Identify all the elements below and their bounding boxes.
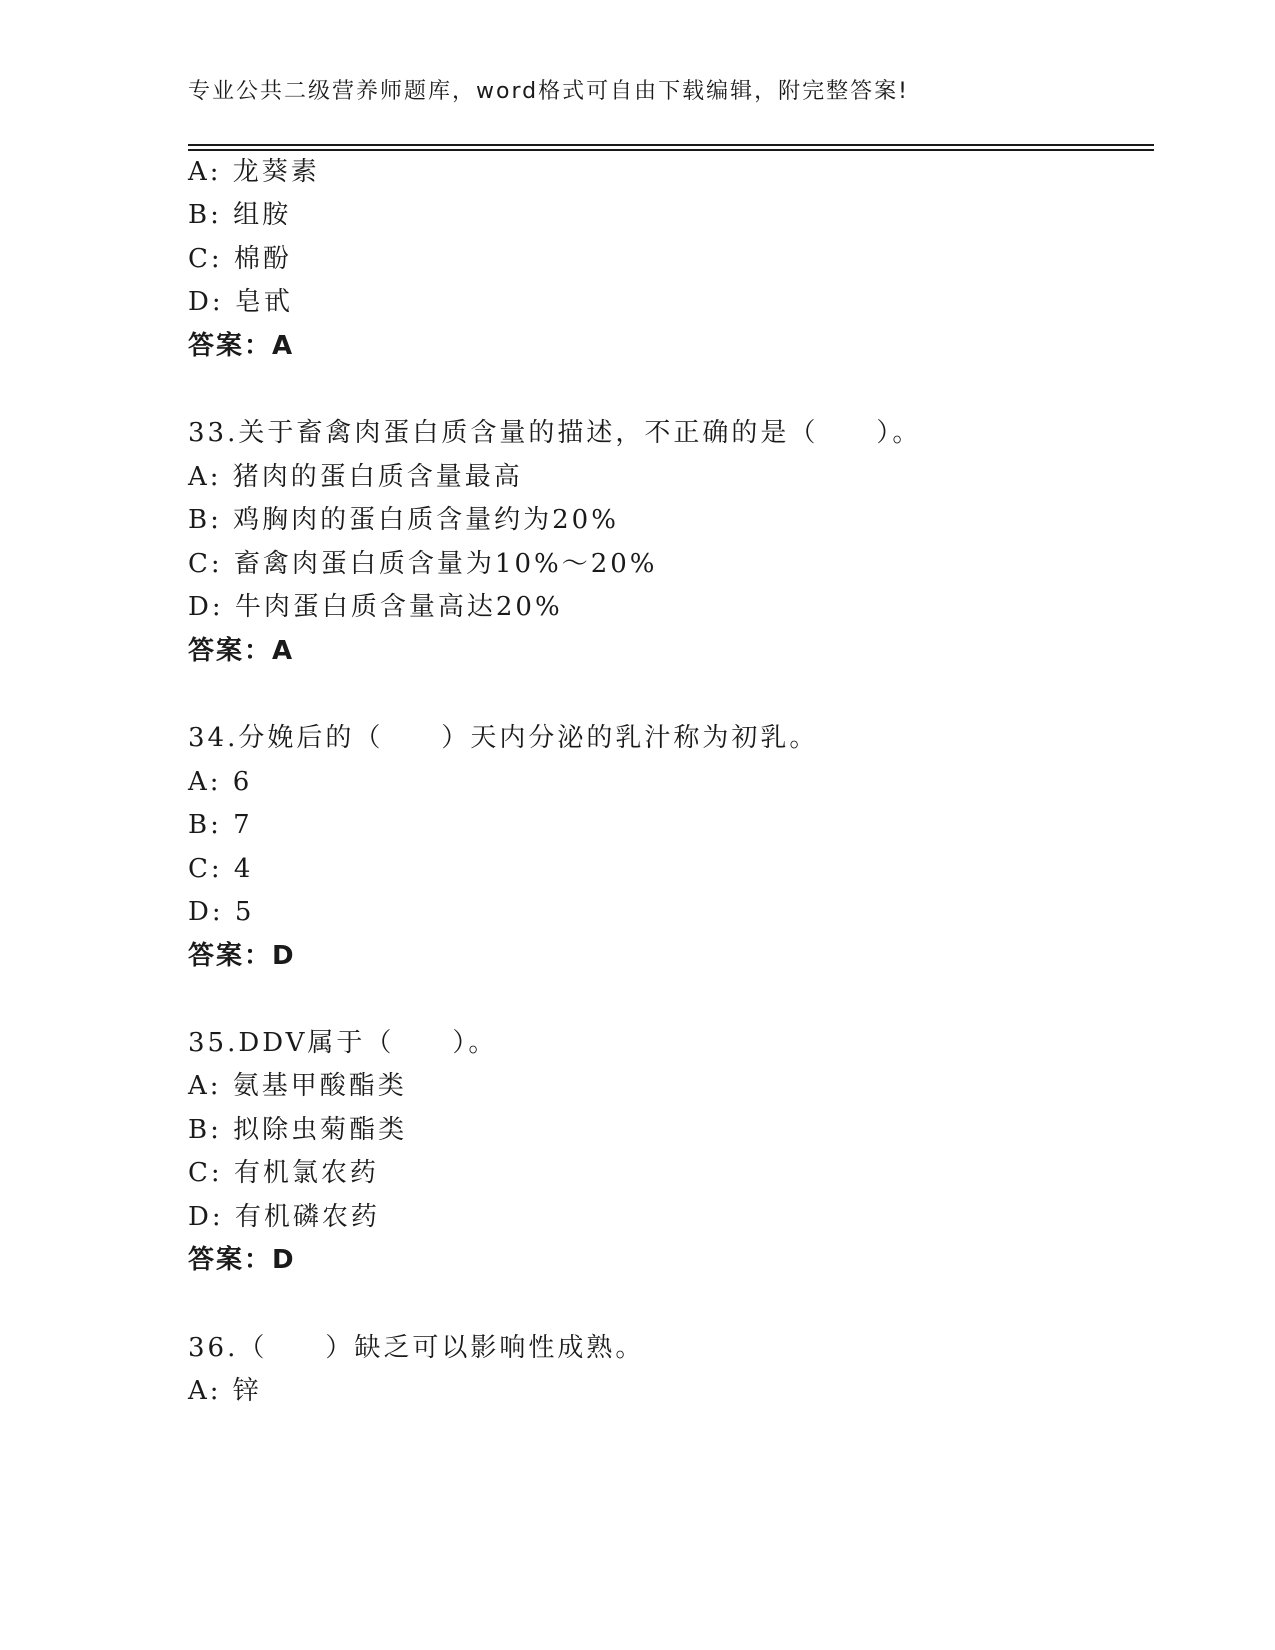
question-text: 33.关于畜禽肉蛋白质含量的描述，不正确的是（ ）。 [188, 418, 922, 448]
option-b: B: 7 [188, 810, 253, 840]
option-c: C: 棉酚 [188, 244, 292, 274]
question-text: 34.分娩后的（ ）天内分泌的乳汁称为初乳。 [188, 723, 819, 753]
option-a: A: 龙葵素 [188, 157, 320, 187]
option-a: A: 猪肉的蛋白质含量最高 [188, 462, 523, 492]
option-a: A: 氨基甲酸酯类 [188, 1071, 407, 1101]
option-c: C: 畜禽肉蛋白质含量为10%～20% [188, 549, 658, 579]
answer: 答案：A [188, 636, 295, 666]
answer: 答案：D [188, 1245, 296, 1275]
option-c: C: 有机氯农药 [188, 1158, 379, 1188]
option-d: D: 5 [188, 897, 255, 927]
answer: 答案：A [188, 331, 295, 361]
option-d: D: 有机磷农药 [188, 1202, 380, 1232]
option-b: B: 拟除虫菊酯类 [188, 1115, 408, 1145]
option-a: A: 6 [188, 767, 253, 797]
header-rule-top [188, 144, 1154, 146]
option-a: A: 锌 [188, 1376, 262, 1406]
option-d: D: 皂甙 [188, 287, 293, 317]
header-rule-bottom [188, 149, 1154, 151]
header-text: 专业公共二级营养师题库，word格式可自由下载编辑，附完整答案! [188, 79, 909, 104]
option-d: D: 牛肉蛋白质含量高达20% [188, 592, 563, 622]
option-b: B: 组胺 [188, 200, 292, 230]
answer: 答案：D [188, 941, 296, 971]
question-text: 36.（ ）缺乏可以影响性成熟。 [188, 1333, 645, 1363]
option-c: C: 4 [188, 854, 254, 884]
option-b: B: 鸡胸肉的蛋白质含量约为20% [188, 505, 619, 535]
question-text: 35.DDV属于（ ）。 [188, 1028, 498, 1058]
